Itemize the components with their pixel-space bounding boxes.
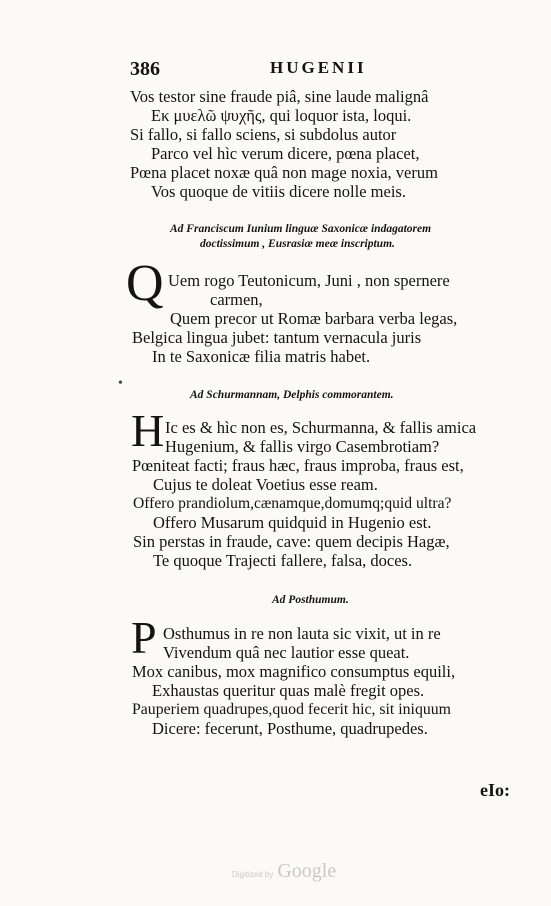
text-line: In te Saxonicæ filia matris habet. [152, 347, 371, 366]
text-line: Si fallo, si fallo sciens, si subdolus autor [130, 125, 397, 144]
text-line: Ic es & hìc non es, Schurmanna, & fallis amica [165, 418, 477, 437]
drop-cap: P [131, 612, 157, 663]
poem-title: Ad Posthumum. [272, 594, 349, 606]
text-line: Exhaustas queritur quas malè fregit opes. [152, 681, 425, 700]
poem-title: Ad Franciscum Iunium linguæ Saxonicæ indagatorem [170, 223, 432, 235]
digitized-watermark [232, 860, 372, 883]
text-line: Pauperiem quadrupes,quod fecerit hic, sit iniquum [132, 701, 451, 718]
text-line: Parco vel hìc verum dicere, pœna placet, [151, 144, 420, 163]
page-number: 386 [130, 58, 160, 80]
text-line: Mox canibus, mox magnifico consumptus equili, [132, 662, 456, 681]
running-head: HUGENII [270, 58, 367, 77]
text-line: Pœniteat facti; fraus hæc, fraus improba, fraus est, [132, 456, 464, 475]
text-line: Uem rogo Teutonicum, Juni , non spernere [168, 271, 450, 290]
poem-title: Ad Schurmannam, Delphis commorantem. [190, 389, 394, 401]
text-line: Vivendum quâ nec lautior esse queat. [163, 643, 410, 662]
watermark-prefix: Digitized by [232, 870, 274, 879]
text-line: Pœna placet noxæ quâ non mage noxia, verum [130, 163, 438, 182]
ink-dot: • [118, 376, 123, 391]
text-line: Dicere: fecerunt, Posthume, quadrupedes. [152, 719, 428, 738]
drop-cap: H [131, 405, 165, 456]
text-line: Te quoque Trajecti fallere, falsa, doces. [153, 551, 413, 570]
catchword: eIo: [480, 780, 510, 800]
text-line: Cujus te doleat Voetius esse ream. [153, 475, 378, 494]
text-line: Εκ μυελῶ ψυχῆς, qui loquor ista, loqui. [151, 106, 412, 125]
drop-cap: Q [126, 255, 164, 312]
text-line: Osthumus in re non lauta sic vixit, ut in re [163, 624, 441, 643]
text-line: Belgica lingua jubet: tantum vernacula juris [132, 328, 422, 347]
text-line: Offero prandiolum,cænamque,domumq;quid ultra? [133, 495, 452, 512]
text-line: Hugenium, & fallis virgo Casembrotiam? [165, 437, 440, 456]
page-header [130, 58, 540, 80]
text-line: Sin perstas in fraude, cave: quem decipis Hagæ, [133, 532, 450, 551]
text-line: carmen, [210, 290, 263, 309]
text-line: Vos testor sine fraude piâ, sine laude malignâ [130, 87, 429, 106]
text-line: Offero Musarum quidquid in Hugenio est. [153, 513, 432, 532]
google-logo: Google [277, 860, 337, 882]
poem-title: doctissimum , Eusrasiæ meæ inscriptum. [200, 238, 395, 250]
text-line: Quem precor ut Romæ barbara verba legas, [170, 309, 458, 328]
text-line: Vos quoque de vitiis dicere nolle meis. [151, 182, 406, 201]
